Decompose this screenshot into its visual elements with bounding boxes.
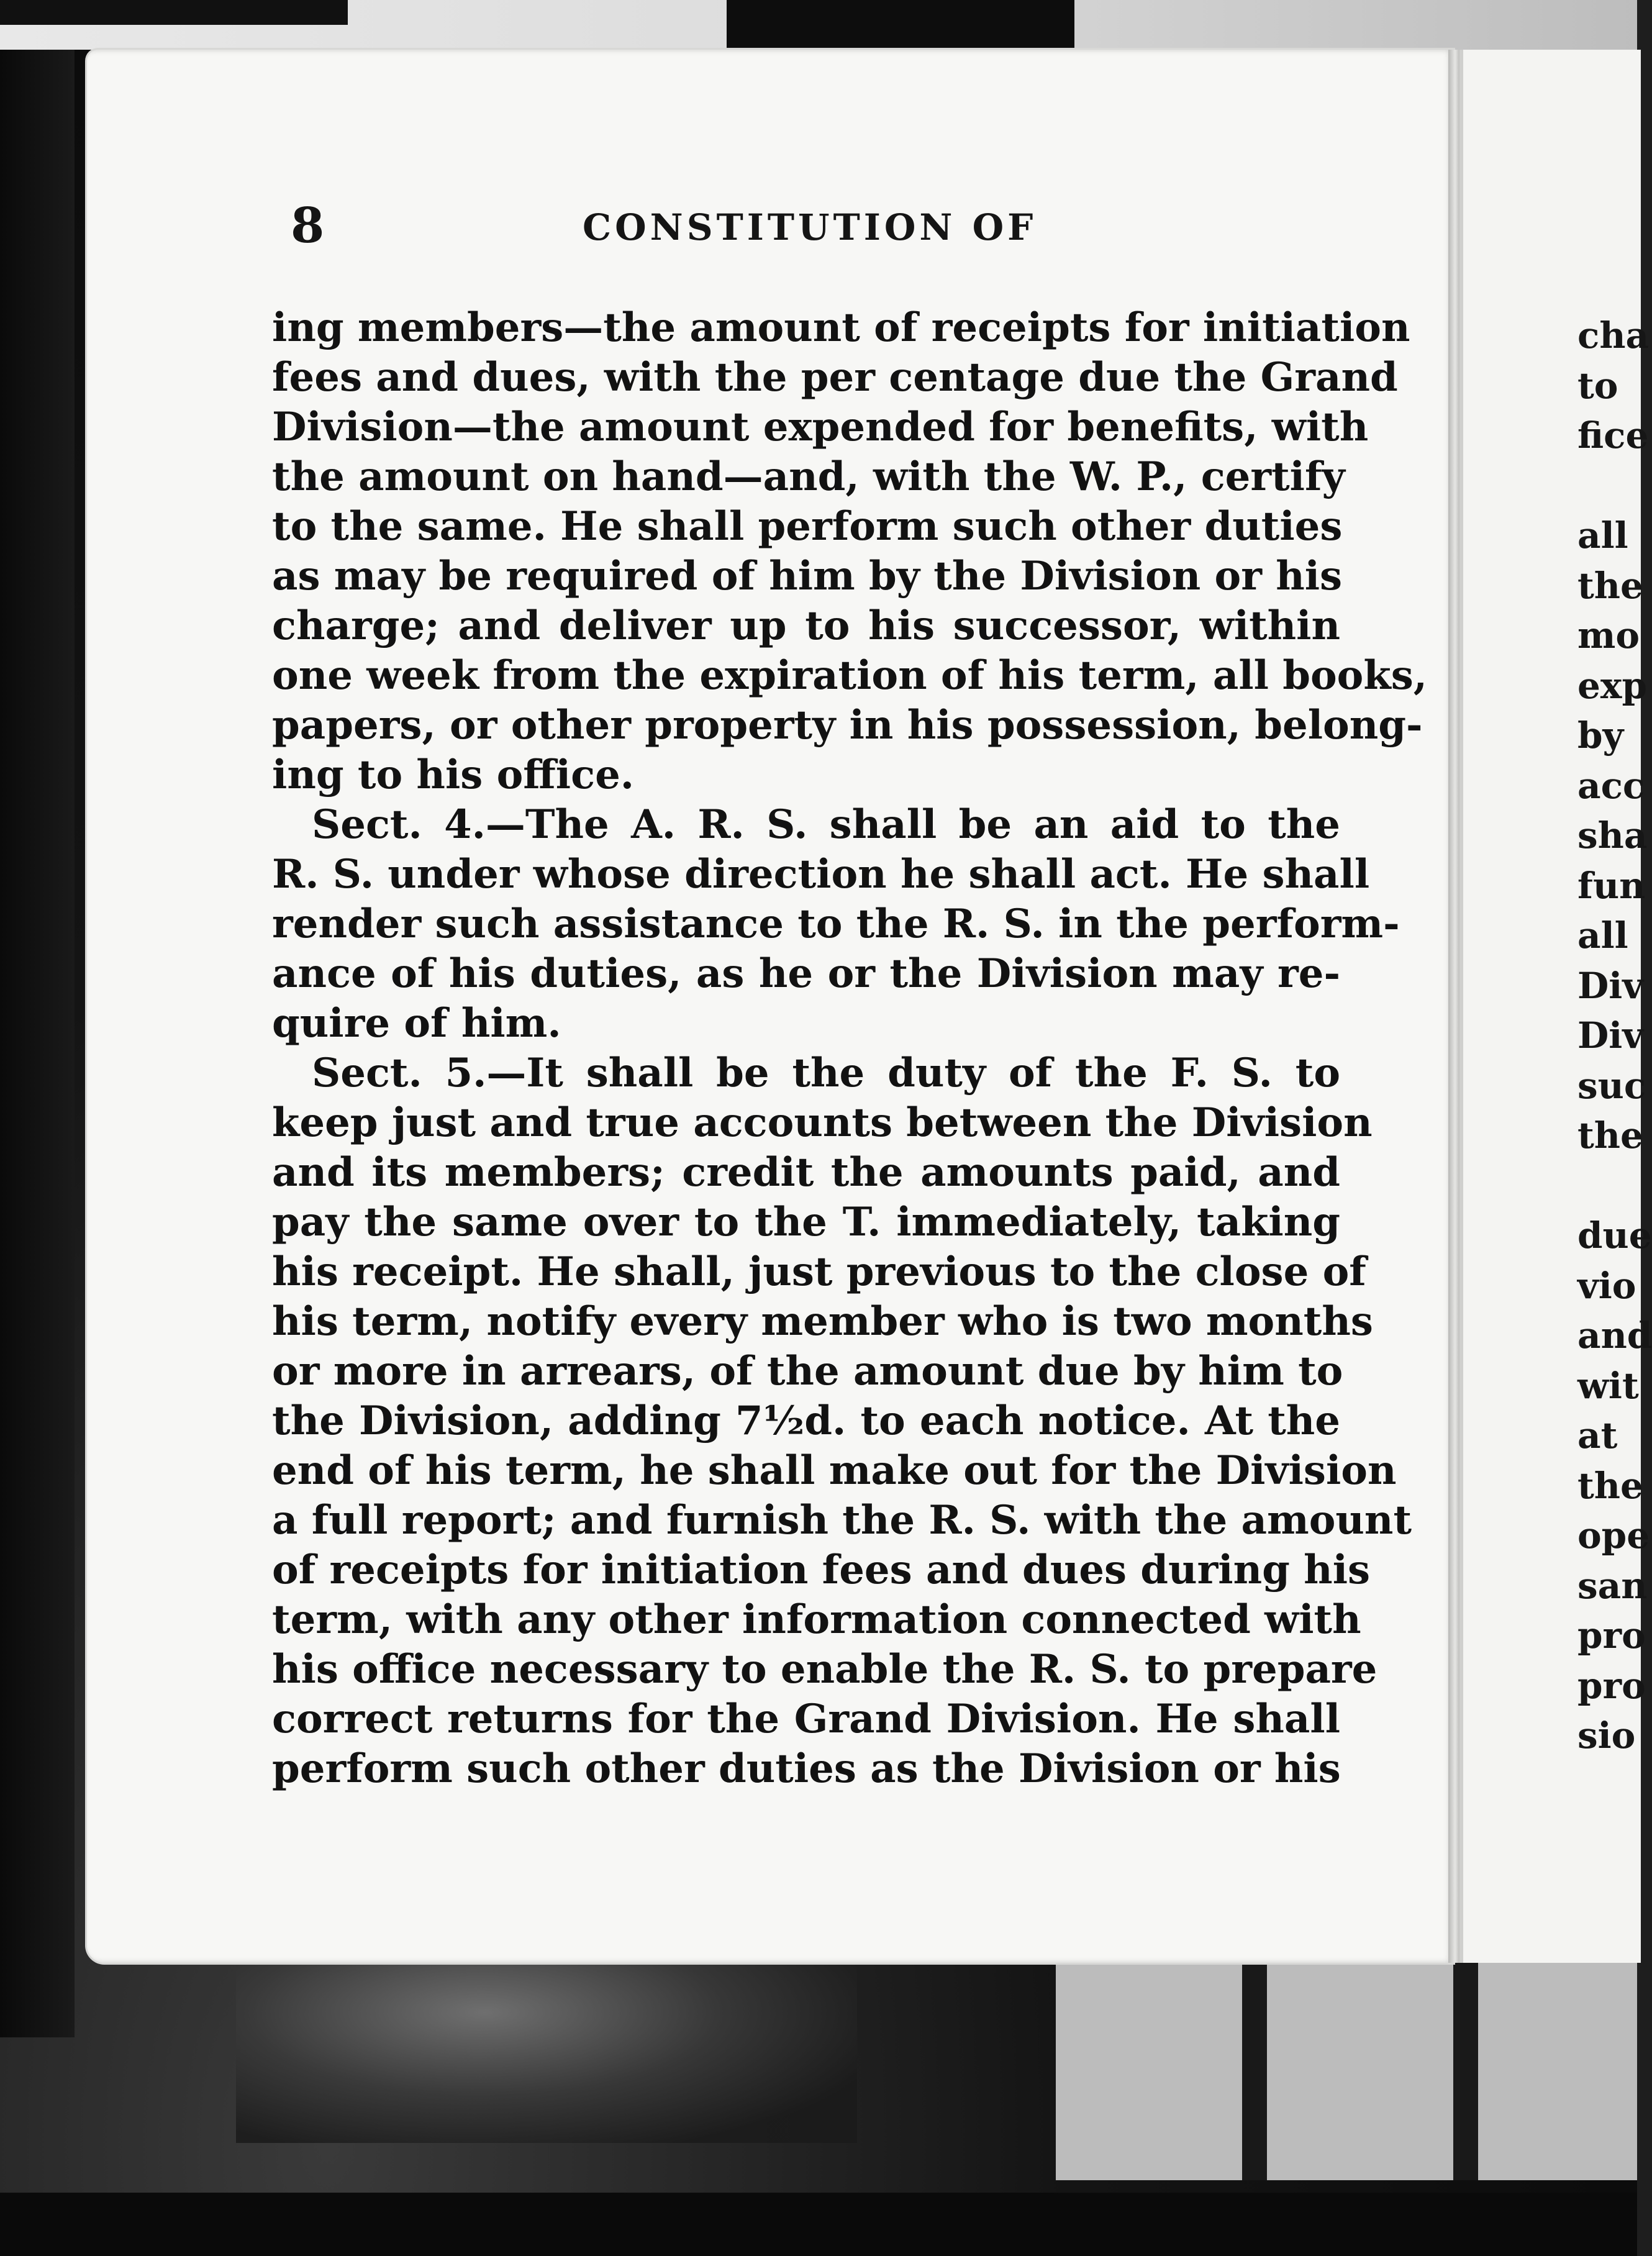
text-line: render such assistance to the R. S. in the perform- (272, 901, 1400, 947)
next-page-fragment: the (1577, 1464, 1643, 1507)
next-page-fragment: all (1577, 914, 1628, 957)
page-header (291, 198, 1346, 272)
text-line: ance of his duties, as he or the Division may re- (272, 950, 1340, 997)
text-line: charge; and deliver up to his successor, within (272, 603, 1340, 649)
text-line: his office necessary to enable the R. S. to prepare (272, 1646, 1377, 1693)
text-line: a full report; and furnish the R. S. with the amount (272, 1497, 1412, 1544)
bottom-engraving-fragment (236, 1957, 857, 2143)
next-page-fragment: the (1577, 1114, 1643, 1157)
next-page-fragment: san (1577, 1564, 1648, 1607)
text-line: ing to his office. (272, 752, 635, 798)
next-page-fragment: sio (1577, 1714, 1636, 1757)
bottom-dark-bar (0, 2193, 1637, 2256)
next-page-fragment: pro (1577, 1614, 1646, 1657)
left-book-edge (0, 50, 75, 2037)
next-page-text-fragments (1577, 311, 1652, 1761)
bottom-right-fragment (1056, 1957, 1637, 2180)
top-margin-strip (0, 0, 1637, 50)
page-number: 8 (291, 198, 325, 254)
body-text (272, 303, 1427, 1794)
next-page-fragment: fun (1577, 864, 1646, 907)
next-page-fragment: Div (1577, 964, 1644, 1007)
next-page-fragment: ope (1577, 1514, 1650, 1557)
next-page-fragment: mo (1577, 614, 1640, 657)
next-page-fragment (1577, 1161, 1637, 1211)
text-line: of receipts for initiation fees and dues during his (272, 1547, 1371, 1593)
next-page-fragment: Div (1577, 1014, 1644, 1057)
text-line: correct returns for the Grand Division. He shall (272, 1696, 1340, 1742)
next-page-fragment: wit (1577, 1364, 1639, 1407)
next-page-fragment: all (1577, 514, 1628, 557)
text-line: and its members; credit the amounts paid, and (272, 1149, 1340, 1196)
top-left-fragment (0, 0, 348, 25)
next-page-fragment: exp (1577, 664, 1648, 707)
text-line: ing members—the amount of receipts for initiation (272, 304, 1410, 351)
text-line: keep just and true accounts between the Division (272, 1099, 1373, 1146)
text-line: as may be required of him by the Division or his (272, 553, 1343, 599)
text-line: the Division, adding 7½d. to each notice. At the (272, 1398, 1340, 1444)
text-line: R. S. under whose direction he shall act. He shall (272, 851, 1370, 898)
text-line: one week from the expiration of his term, all books, (272, 652, 1427, 699)
next-page-fragment: and (1577, 1314, 1652, 1357)
next-page-fragment: cha (1577, 314, 1650, 357)
text-line: pay the same over to the T. immediately, taking (272, 1199, 1340, 1245)
next-page-fragment: suc (1577, 1064, 1646, 1107)
next-page-fragment: the (1577, 564, 1643, 607)
text-line: or more in arrears, of the amount due by him to (272, 1348, 1343, 1394)
text-line: Division—the amount expended for benefits, with (272, 404, 1369, 450)
text-line: the amount on hand—and, with the W. P., certify (272, 453, 1345, 500)
next-page-fragment: sha (1577, 814, 1648, 857)
text-line: quire of him. (272, 1000, 561, 1047)
next-page-fragment: at (1577, 1414, 1618, 1457)
text-line: papers, or other property in his possession, belong- (272, 702, 1423, 748)
next-page-fragment: to (1577, 364, 1618, 407)
next-page-fragment: vio (1577, 1264, 1636, 1307)
next-page-fragment: pro (1577, 1664, 1646, 1707)
next-page-fragment: fice (1577, 414, 1649, 457)
text-line: his term, notify every member who is two months (272, 1298, 1373, 1345)
next-page-fragment: due (1577, 1214, 1652, 1257)
text-line: to the same. He shall perform such other duties (272, 503, 1343, 550)
next-page-fragment: by (1577, 714, 1624, 757)
text-line: term, with any other information connected with (272, 1596, 1361, 1643)
next-page-fragment (1577, 461, 1637, 511)
top-dark-tab (727, 0, 1074, 50)
running-title: CONSTITUTION OF (583, 206, 1037, 248)
text-line: Sect. 5.—It shall be the duty of the F. S. to (312, 1050, 1340, 1096)
text-line: perform such other duties as the Division or his (272, 1745, 1341, 1792)
next-page-fragment: acc (1577, 764, 1645, 807)
text-line: end of his term, he shall make out for the Division (272, 1447, 1397, 1494)
text-line: fees and dues, with the per centage due the Grand (272, 354, 1398, 401)
text-line: Sect. 4.—The A. R. S. shall be an aid to the (312, 801, 1340, 848)
text-line: his receipt. He shall, just previous to the close of (272, 1249, 1366, 1295)
